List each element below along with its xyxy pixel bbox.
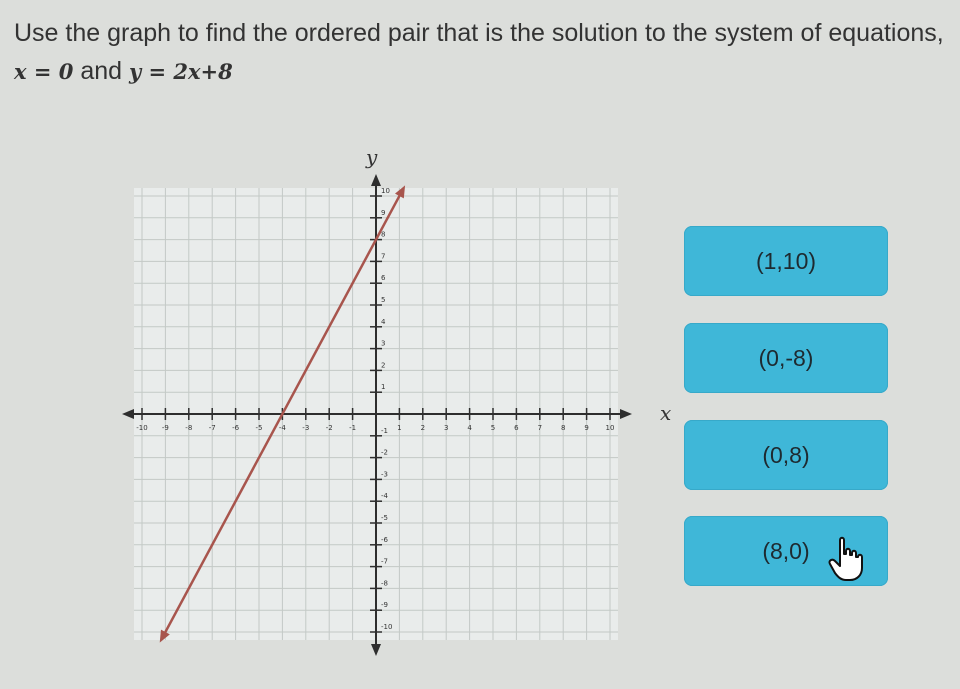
y-axis-arrow-down: [371, 644, 381, 656]
y-tick-label: 10: [381, 187, 390, 195]
question-prompt: Use the graph to find the ordered pair that is the solution to the system of equations,: [14, 19, 944, 47]
y-tick-label: 1: [381, 383, 386, 392]
x-tick-label: 6: [514, 424, 519, 432]
equation-2: y = 2x+8: [128, 59, 233, 84]
x-tick-label: -9: [161, 424, 169, 432]
x-tick-label: 7: [537, 424, 543, 432]
x-tick-label: -8: [185, 424, 193, 432]
x-tick-label: -4: [278, 424, 286, 432]
x-tick-label: -10: [136, 424, 148, 432]
x-tick-label: 3: [443, 424, 449, 432]
y-tick-label: 3: [381, 339, 386, 348]
y-tick-label: -8: [381, 579, 388, 588]
y-tick-label: 9: [381, 208, 386, 217]
equation-1: x = 0: [14, 59, 74, 84]
x-axis-label: x: [660, 401, 672, 425]
answer-choice-1-label: (1,10): [755, 247, 817, 274]
y-tick-label: -5: [381, 514, 388, 522]
answer-choice-1[interactable]: [684, 226, 888, 296]
y-tick-label: -7: [381, 557, 388, 566]
y-tick-label: -2: [381, 448, 388, 457]
x-axis-arrow-right: [620, 409, 632, 419]
answer-choice-2[interactable]: [684, 323, 888, 393]
y-tick-label: -3: [381, 470, 388, 479]
equation-conjunction: and: [80, 57, 123, 85]
y-tick-label: 8: [381, 230, 386, 239]
answer-choice-3[interactable]: [684, 420, 888, 490]
x-tick-label: 8: [560, 424, 566, 432]
x-tick-label: -1: [349, 424, 357, 432]
y-axis-arrow-up: [371, 174, 381, 186]
x-tick-label: 1: [397, 424, 402, 432]
hand-cursor-icon: [828, 536, 864, 582]
x-tick-label: -7: [208, 424, 216, 432]
x-tick-label: -5: [255, 424, 263, 432]
x-tick-label: 10: [605, 424, 615, 432]
y-tick-label: 6: [381, 274, 386, 283]
y-tick-label: -1: [381, 426, 388, 435]
y-tick-label: -6: [381, 535, 388, 544]
y-tick-label: -10: [381, 623, 393, 631]
x-tick-label: 4: [467, 424, 472, 432]
x-tick-label: 2: [420, 424, 426, 432]
x-tick-label: 9: [584, 424, 589, 432]
y-tick-label: -9: [381, 601, 388, 610]
y-tick-label: -4: [381, 492, 388, 501]
x-tick-label: -3: [302, 424, 310, 432]
y-axis-label: y: [366, 145, 378, 169]
answer-choice-3-label: (0,8): [762, 441, 810, 468]
x-tick-label: -2: [325, 424, 333, 432]
answer-choice-2-label: (0,-8): [758, 344, 814, 371]
y-tick-label: 4: [381, 317, 386, 326]
x-axis-arrow-left: [122, 409, 134, 419]
x-tick-label: -6: [232, 424, 240, 432]
y-tick-label: 5: [381, 296, 386, 304]
answer-choice-4-label: (8,0): [762, 537, 810, 564]
y-tick-label: 2: [381, 361, 386, 370]
x-tick-label: 5: [490, 424, 496, 432]
y-tick-label: 7: [381, 252, 386, 261]
